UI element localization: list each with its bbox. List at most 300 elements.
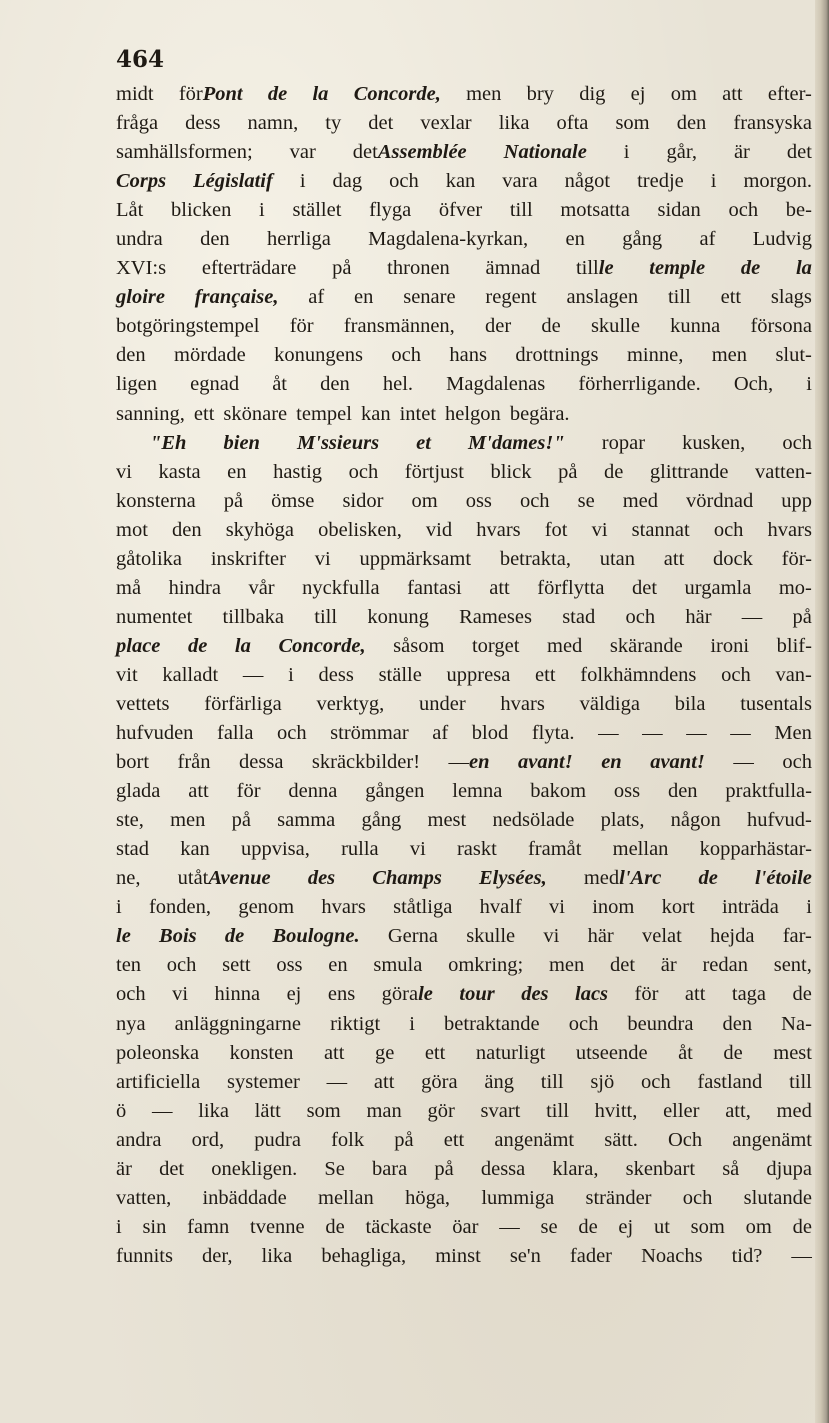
word: för- bbox=[781, 547, 812, 570]
italic-word: gloire bbox=[116, 286, 165, 309]
word: lummiga bbox=[481, 1186, 555, 1209]
word: vettets bbox=[116, 692, 170, 715]
word: rulla bbox=[341, 838, 379, 861]
text-line bbox=[116, 458, 812, 487]
word: ej bbox=[630, 83, 646, 105]
word: ten bbox=[116, 954, 142, 977]
italic-word: Nationale bbox=[503, 141, 587, 164]
word: vara bbox=[502, 170, 538, 193]
italic-word: Corps bbox=[116, 170, 167, 193]
word: thronen bbox=[387, 257, 450, 280]
word: omkring; bbox=[448, 954, 524, 977]
word: hvars bbox=[321, 896, 366, 919]
word: gåtolika bbox=[116, 547, 183, 570]
word: att bbox=[722, 83, 743, 105]
word: djupa bbox=[766, 1157, 812, 1180]
word: den bbox=[722, 1012, 753, 1035]
text-line bbox=[116, 1213, 812, 1242]
word: ämnad bbox=[485, 257, 541, 280]
text-line bbox=[116, 864, 812, 893]
word: se bbox=[540, 1215, 558, 1238]
word: en bbox=[227, 460, 247, 483]
word: och bbox=[641, 1070, 671, 1093]
word: i bbox=[806, 896, 812, 919]
word: inom bbox=[592, 896, 635, 919]
word: de bbox=[578, 1215, 598, 1238]
word: artificiella bbox=[116, 1070, 201, 1093]
word: lika bbox=[261, 1244, 293, 1267]
word: — bbox=[326, 1070, 348, 1093]
word: —en bbox=[449, 748, 490, 777]
word: Gerna bbox=[387, 925, 438, 948]
word: beundra bbox=[627, 1012, 694, 1035]
word: att bbox=[188, 780, 209, 803]
text-line bbox=[116, 806, 812, 835]
word: , bbox=[273, 286, 279, 309]
word: onekligen. bbox=[211, 1157, 298, 1180]
italic-word: Avenue bbox=[208, 867, 271, 890]
word: dessa bbox=[239, 751, 284, 774]
word: och bbox=[625, 605, 656, 628]
word: — bbox=[791, 1244, 812, 1267]
word: skräckbilder! bbox=[311, 751, 421, 774]
italic-word: la bbox=[795, 257, 812, 280]
word: Magdalena-kyrkan, bbox=[368, 228, 529, 251]
italic-word: de bbox=[267, 83, 288, 105]
word: verktyg, bbox=[316, 692, 385, 715]
word: mördade bbox=[174, 344, 246, 367]
word: ståtliga bbox=[393, 896, 453, 919]
word: ste, bbox=[116, 809, 144, 832]
word: sent, bbox=[773, 954, 812, 977]
word: är bbox=[116, 1157, 132, 1180]
word: något bbox=[564, 170, 611, 193]
italic-word: Concorde, bbox=[278, 632, 365, 661]
word: regent bbox=[485, 286, 537, 309]
word: namn, bbox=[247, 112, 299, 135]
word: dag bbox=[332, 170, 363, 193]
word: obelisken, bbox=[318, 518, 402, 541]
word: oss bbox=[276, 954, 303, 977]
word: de bbox=[325, 1215, 345, 1238]
word: sin bbox=[142, 1215, 167, 1238]
word: men bbox=[711, 344, 748, 367]
word: gör bbox=[427, 1099, 455, 1122]
word: höga, bbox=[405, 1186, 451, 1209]
word: , bbox=[360, 634, 366, 657]
word: i bbox=[288, 663, 294, 686]
word: vi bbox=[549, 896, 565, 919]
word: torget bbox=[471, 634, 520, 657]
word: som bbox=[615, 112, 650, 135]
word: och bbox=[389, 170, 419, 193]
word: tempel bbox=[296, 402, 352, 425]
word: redan bbox=[702, 954, 748, 977]
word: der bbox=[485, 315, 512, 338]
word: förherrligande. bbox=[578, 373, 701, 396]
italic-word: de bbox=[224, 925, 245, 948]
word: folkhämndens bbox=[580, 663, 697, 686]
word: fonden, bbox=[148, 896, 212, 919]
word: öar bbox=[452, 1215, 479, 1238]
word: klara, bbox=[552, 1157, 599, 1180]
italic-word: Bois bbox=[159, 925, 197, 948]
word: vi bbox=[116, 460, 132, 483]
word: angenämt bbox=[732, 1128, 812, 1151]
italic-word: avant! bbox=[650, 751, 705, 774]
word: fot bbox=[544, 518, 568, 541]
word: Na- bbox=[781, 1012, 812, 1035]
word: det bbox=[610, 954, 636, 977]
word: och bbox=[682, 1186, 713, 1209]
word: utan bbox=[599, 547, 636, 570]
word: att bbox=[684, 983, 706, 1006]
word: öfver bbox=[438, 199, 483, 222]
word: att bbox=[663, 547, 685, 570]
word: hvalf bbox=[479, 896, 522, 919]
word: inbäddade bbox=[202, 1186, 287, 1209]
word: dig bbox=[579, 83, 606, 105]
word: mellan bbox=[612, 838, 669, 861]
italic-word: Concorde, bbox=[354, 80, 441, 109]
word: velat bbox=[642, 925, 682, 948]
text-line bbox=[116, 1126, 812, 1155]
word: vördnad bbox=[686, 489, 754, 512]
text-line bbox=[116, 574, 812, 603]
text-line bbox=[116, 109, 812, 138]
word: hvars bbox=[476, 518, 521, 541]
word: be- bbox=[785, 199, 812, 222]
italic-word: Assemblée bbox=[377, 141, 467, 164]
word: åt bbox=[678, 1041, 693, 1064]
word: ligen bbox=[116, 373, 157, 396]
word: gången bbox=[365, 780, 425, 803]
word: plats, bbox=[600, 809, 645, 832]
word: vi bbox=[543, 925, 560, 948]
word: till bbox=[789, 1070, 812, 1093]
word: mot bbox=[116, 518, 148, 541]
word: , bbox=[541, 867, 547, 890]
word: af bbox=[308, 286, 325, 309]
text-line bbox=[116, 138, 812, 167]
word: ett bbox=[720, 286, 742, 309]
text-line bbox=[116, 980, 812, 1009]
word: ett bbox=[443, 1128, 465, 1151]
word: undra bbox=[116, 228, 163, 251]
word: täckaste bbox=[365, 1215, 432, 1238]
word: kasta bbox=[158, 460, 201, 483]
word: under bbox=[418, 692, 466, 715]
word: uppresa bbox=[446, 663, 511, 686]
word: intet bbox=[399, 402, 437, 425]
word: lätt bbox=[254, 1099, 281, 1122]
word: här bbox=[685, 605, 712, 628]
word: som bbox=[306, 1099, 341, 1122]
word: glada bbox=[116, 780, 161, 803]
word: det bbox=[631, 576, 658, 599]
italic-word: avant! bbox=[518, 751, 573, 774]
word: — bbox=[686, 722, 707, 745]
word: raskt bbox=[456, 838, 497, 861]
word: Rameses bbox=[459, 605, 532, 628]
word: konung bbox=[367, 605, 429, 628]
word: konungens bbox=[274, 344, 363, 367]
word: fråga bbox=[116, 112, 159, 135]
word: — bbox=[151, 1099, 173, 1122]
word: herrliga bbox=[267, 228, 331, 251]
word: fransmännen, bbox=[343, 315, 455, 338]
word: den bbox=[116, 344, 146, 367]
text-line bbox=[116, 341, 812, 370]
italic-word: française, bbox=[195, 283, 279, 312]
word: ens bbox=[327, 983, 356, 1006]
word: för bbox=[236, 780, 261, 803]
word: ironi bbox=[710, 634, 750, 657]
word: för bbox=[289, 315, 314, 338]
word: i bbox=[259, 199, 265, 222]
word: glittrande bbox=[649, 460, 729, 483]
word: efterträdare bbox=[201, 257, 297, 280]
word: sätt. bbox=[604, 1128, 638, 1151]
word: förtjust bbox=[404, 460, 464, 483]
word: bila bbox=[674, 692, 706, 715]
word: men bbox=[170, 809, 206, 832]
text-line bbox=[116, 400, 812, 429]
word: morgon. bbox=[743, 170, 812, 193]
word: medl'Arc bbox=[584, 864, 661, 893]
word: Och bbox=[667, 1128, 703, 1151]
text-line bbox=[116, 603, 812, 632]
word: och bbox=[713, 518, 744, 541]
text-line bbox=[116, 429, 812, 458]
italic-word: et bbox=[416, 431, 431, 454]
word: nya bbox=[116, 1012, 146, 1035]
word: begära. bbox=[509, 402, 570, 425]
word: ne, bbox=[116, 867, 141, 890]
text-line bbox=[116, 1155, 812, 1184]
word: och bbox=[166, 954, 197, 977]
word: ge bbox=[374, 1041, 395, 1064]
word: att bbox=[489, 576, 510, 599]
word: Och, bbox=[733, 373, 774, 396]
word: dessa bbox=[480, 1157, 526, 1180]
word: systemer bbox=[227, 1070, 300, 1093]
italic-word: en bbox=[469, 751, 490, 774]
word: hastig bbox=[273, 460, 323, 483]
word: helgon bbox=[445, 402, 501, 425]
text-line bbox=[116, 922, 812, 951]
word: numentet bbox=[116, 605, 193, 628]
word: falla bbox=[217, 722, 254, 745]
italic-word: "Eh bbox=[150, 431, 187, 454]
word: hejda bbox=[710, 925, 755, 948]
italic-word: temple bbox=[649, 257, 706, 280]
word: egnad bbox=[190, 373, 240, 396]
word: vår bbox=[248, 576, 275, 599]
word: till bbox=[667, 286, 691, 309]
word: mellan bbox=[318, 1186, 374, 1209]
word: såsom bbox=[393, 634, 445, 657]
italic-word: Pont bbox=[202, 83, 243, 105]
word: denna bbox=[288, 780, 338, 803]
word: — bbox=[499, 1215, 520, 1238]
word: och bbox=[116, 983, 146, 1006]
word: slags bbox=[770, 286, 812, 309]
word: ett bbox=[193, 402, 215, 425]
word: till bbox=[509, 199, 533, 222]
word: till bbox=[546, 1099, 569, 1122]
word: af bbox=[699, 228, 716, 251]
word: hvars bbox=[767, 518, 812, 541]
text-line bbox=[116, 748, 812, 777]
word: Men bbox=[774, 722, 812, 745]
word: kopparhästar- bbox=[699, 838, 812, 861]
word: om bbox=[745, 1215, 772, 1238]
word: lemna bbox=[452, 780, 503, 803]
word: den bbox=[667, 780, 698, 803]
word: , bbox=[435, 83, 441, 105]
word: att bbox=[373, 1070, 395, 1093]
word: i bbox=[116, 896, 122, 919]
word: förfärliga bbox=[204, 692, 282, 715]
word: dess bbox=[318, 663, 354, 686]
word: naturligt bbox=[475, 1041, 546, 1064]
page-number: 464 bbox=[116, 46, 165, 73]
word: tillbaka bbox=[222, 605, 285, 628]
word: är bbox=[660, 954, 677, 977]
text-line bbox=[116, 1010, 812, 1039]
word: Magdalenas bbox=[446, 373, 546, 396]
word: se'n bbox=[509, 1244, 541, 1267]
word: med bbox=[776, 1099, 812, 1122]
word: flyga bbox=[369, 199, 412, 222]
italic-word: Boulogne. bbox=[272, 925, 360, 948]
page-edge-shadow bbox=[815, 0, 829, 1423]
word: i bbox=[116, 1215, 122, 1238]
word: kalladt bbox=[162, 663, 219, 686]
word: på bbox=[394, 1128, 414, 1151]
text-line bbox=[116, 370, 812, 399]
word: som bbox=[690, 1215, 725, 1238]
word: vi bbox=[314, 547, 331, 570]
word: skyhöga bbox=[225, 518, 295, 541]
word: den bbox=[320, 373, 350, 396]
word: och bbox=[568, 1012, 599, 1035]
text-line bbox=[116, 1097, 812, 1126]
italic-word: Elysées, bbox=[479, 864, 547, 893]
word: ett bbox=[424, 1041, 446, 1064]
word: att, bbox=[725, 1099, 751, 1122]
word: sanning, bbox=[116, 402, 185, 425]
word: och bbox=[721, 663, 751, 686]
word: mest bbox=[773, 1041, 812, 1064]
word: och bbox=[782, 751, 812, 774]
text-line bbox=[116, 632, 812, 661]
word: tid? bbox=[731, 1244, 763, 1267]
word: i bbox=[623, 141, 630, 164]
word: XVI:s bbox=[116, 257, 167, 280]
word: skärande bbox=[609, 634, 683, 657]
text-line bbox=[116, 690, 812, 719]
word: — bbox=[730, 722, 751, 745]
word: försona bbox=[750, 315, 812, 338]
word: framåt bbox=[527, 838, 582, 861]
italic-word: l'étoile bbox=[754, 867, 812, 890]
word: ty bbox=[325, 112, 342, 135]
word: från bbox=[177, 751, 211, 774]
word: stannat bbox=[631, 518, 690, 541]
word: drottnings bbox=[515, 344, 599, 367]
word: på bbox=[332, 257, 352, 280]
word: — bbox=[242, 663, 264, 686]
word: nyckfulla bbox=[302, 576, 380, 599]
word: riktigt bbox=[330, 1012, 381, 1035]
word: fader bbox=[569, 1244, 613, 1267]
word: den bbox=[172, 518, 202, 541]
word: urgamla bbox=[684, 576, 752, 599]
word: ej bbox=[286, 983, 302, 1006]
word: och bbox=[348, 460, 379, 483]
italic-word: en bbox=[601, 751, 622, 774]
word: kan bbox=[360, 402, 391, 425]
word: åt bbox=[272, 373, 287, 396]
word: i bbox=[409, 1012, 415, 1035]
word: vatten, bbox=[116, 1186, 172, 1209]
word: vid bbox=[425, 518, 453, 541]
word: fransyska bbox=[733, 112, 812, 135]
word: den bbox=[676, 112, 707, 135]
word: ut bbox=[653, 1215, 670, 1238]
word: praktfulla- bbox=[725, 780, 812, 803]
word: på bbox=[434, 1157, 454, 1180]
text-line bbox=[116, 1068, 812, 1097]
word: tredje bbox=[637, 170, 684, 193]
word: kort bbox=[661, 896, 695, 919]
word: i bbox=[710, 170, 717, 193]
italic-word: des bbox=[521, 983, 549, 1006]
word: dess bbox=[185, 112, 221, 135]
word: förflytta bbox=[537, 576, 605, 599]
word: vit bbox=[116, 663, 138, 686]
word: stad bbox=[562, 605, 596, 628]
word: folk bbox=[331, 1128, 365, 1151]
word: gång bbox=[622, 228, 663, 251]
italic-word: M'dames!" bbox=[467, 431, 565, 454]
italic-word: place bbox=[116, 634, 161, 657]
word: slutande bbox=[743, 1186, 812, 1209]
word: midt bbox=[116, 83, 154, 105]
word: gång bbox=[361, 809, 402, 832]
text-line bbox=[116, 777, 812, 806]
word: ställe bbox=[378, 663, 422, 686]
word: ej bbox=[618, 1215, 634, 1238]
word: oss bbox=[465, 489, 492, 512]
text-line bbox=[116, 1039, 812, 1068]
body-text bbox=[116, 80, 812, 1271]
italic-word: la bbox=[312, 83, 329, 105]
text-line bbox=[116, 951, 812, 980]
text-line bbox=[116, 1184, 812, 1213]
word: och bbox=[519, 489, 550, 512]
word: sjö bbox=[590, 1070, 615, 1093]
word: uppvisa, bbox=[240, 838, 310, 861]
word: bakom bbox=[530, 780, 587, 803]
word: skulle bbox=[466, 925, 516, 948]
word: betrakta, bbox=[499, 547, 571, 570]
word: uppmärksamt bbox=[359, 547, 472, 570]
italic-word: bien bbox=[223, 431, 260, 454]
word: mest bbox=[427, 809, 467, 832]
